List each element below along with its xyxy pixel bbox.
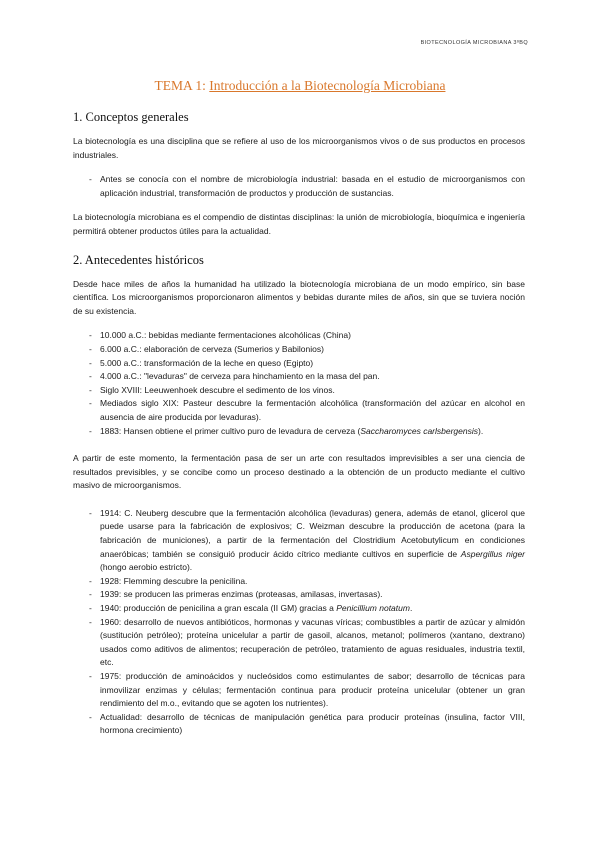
list-item: - 1975: producción de aminoácidos y nucleósidos como estimulantes de sabor; desarrollo de técnicas para inmovilizar enzimas y células; fermentación continua para producir proteína unicelular (obtener un gran rendimiento del m.o., evitando que se agoten los nutrientes). bbox=[89, 671, 525, 709]
section-1-list bbox=[73, 173, 525, 200]
section-2-paragraph-1: Desde hace miles de años la humanidad ha utilizado la biotecnología microbiana de un modo empírico, sin base científica. Los microorganismos proporcionaron alimentos y bebidas durante miles de años, sin que se tuviera noción de su existencia. bbox=[73, 278, 525, 316]
list-item: - 1940: producción de penicilina a gran escala (II GM) gracias a Penicillium notatum. bbox=[73, 602, 525, 616]
bullet-dash: - bbox=[89, 589, 92, 600]
bullet-dash: - bbox=[89, 357, 92, 368]
list-item: - Actualidad: desarrollo de técnicas de manipulación genética para producir proteínas (insulina, factor VIII, hormona crecimiento) bbox=[89, 711, 525, 736]
list-item: - Siglo XVIII: Leeuwenhoek descubre el sedimento de los vinos. bbox=[73, 384, 525, 398]
history-list-1 bbox=[73, 329, 525, 438]
bullet-dash: - bbox=[89, 616, 92, 627]
list-item: - 1939: se producen las primeras enzimas (proteasas, amilasas, invertasas). bbox=[73, 588, 525, 602]
running-header: BIOTECNOLOGÍA MICROBIANA 3ºBQ bbox=[420, 40, 528, 46]
list-item: - 1914: C. Neuberg descubre que la fermentación alcohólica (levaduras) genera, además de etanol, glicerol que puede usarse para la fabricación de explosivos; C. Weizman descubre la producción de acetona (para la fabricación de municiones), a partir de la fermentación del Clostridium Acetobutylicum en condiciones anaeróbicas; también se consiguió producir ácido cítrico mediante cultivos en superficie de Aspergillus niger (hongo aerobio estricto). bbox=[89, 507, 525, 573]
bullet-dash: - bbox=[89, 671, 92, 681]
section-1-paragraph-1: La biotecnología es una disciplina que se refiere al uso de los microorganismos vivos o de sus productos en procesos industriales. bbox=[73, 136, 525, 160]
list-item: - 6.000 a.C.: elaboración de cerveza (Sumerios y Babilonios) bbox=[73, 343, 525, 357]
list-item: - Antes se conocía con el nombre de microbiología industrial: basada en el estudio de microorganismos con aplicación industrial, transformación de productos y producción de sustancias. bbox=[89, 174, 525, 198]
list-item: - 10.000 a.C.: bebidas mediante fermentaciones alcohólicas (China) bbox=[73, 329, 525, 343]
bullet-dash: - bbox=[89, 174, 92, 185]
bullet-dash: - bbox=[89, 575, 92, 586]
history-list-2 bbox=[73, 507, 525, 738]
bullet-dash: - bbox=[89, 343, 92, 354]
list-item: - 4.000 a.C.: "levaduras" de cerveza para hinchamiento en la masa del pan. bbox=[73, 370, 525, 384]
title-link[interactable]: Introducción a la Biotecnología Microbiana bbox=[209, 78, 446, 93]
list-item: - 5.000 a.C.: transformación de la leche en queso (Egipto) bbox=[73, 357, 525, 371]
bullet-dash: - bbox=[89, 425, 92, 436]
document-body bbox=[73, 110, 525, 749]
bullet-dash: - bbox=[89, 603, 92, 614]
page-title bbox=[0, 78, 600, 94]
bullet-dash: - bbox=[89, 330, 92, 341]
section-2-heading: 2. Antecedentes históricos bbox=[73, 252, 204, 267]
section-1-paragraph-2: La biotecnología microbiana es el compendio de distintas disciplinas: la unión de microbiología, bioquímica e ingeniería permitirá obtener productos útiles para la actualidad. bbox=[73, 212, 525, 236]
section-1-heading: 1. Conceptos generales bbox=[73, 110, 189, 124]
bullet-dash: - bbox=[89, 507, 92, 518]
bullet-dash: - bbox=[89, 371, 92, 382]
section-2-paragraph-2: A partir de este momento, la fermentación pasa de ser un arte con resultados imprevisibles a ser una ciencia de resultados previsibles, y se concibe como un proceso destinado a la obtención de un producto mediante el cultivo masivo de microorganismos. bbox=[73, 453, 525, 491]
title-prefix: TEMA 1: bbox=[154, 78, 210, 93]
list-item: - 1928: Flemming descubre la penicilina. bbox=[73, 575, 525, 589]
list-item: - 1960: desarrollo de nuevos antibióticos, hormonas y vacunas víricas; combustibles a partir de azúcar y almidón (sustitución petróleo); proteína unicelular a partir de gasoil, alcanos, metanol; polímeros (xantano, dextrano) usados como aditivos de alimentos; recuperación de petróleo, tratamiento de aguas residuales, industria textil, etc. bbox=[89, 616, 525, 668]
bullet-dash: - bbox=[89, 384, 92, 395]
bullet-dash: - bbox=[89, 398, 92, 409]
bullet-dash: - bbox=[89, 711, 92, 722]
list-item: - 1883: Hansen obtiene el primer cultivo puro de levadura de cerveza (Saccharomyces carlsbergensis). bbox=[73, 425, 525, 439]
list-item: - Mediados siglo XIX: Pasteur descubre la fermentación alcohólica (transformación del azúcar en alcohol en ausencia de aire producida por levaduras). bbox=[89, 398, 525, 422]
